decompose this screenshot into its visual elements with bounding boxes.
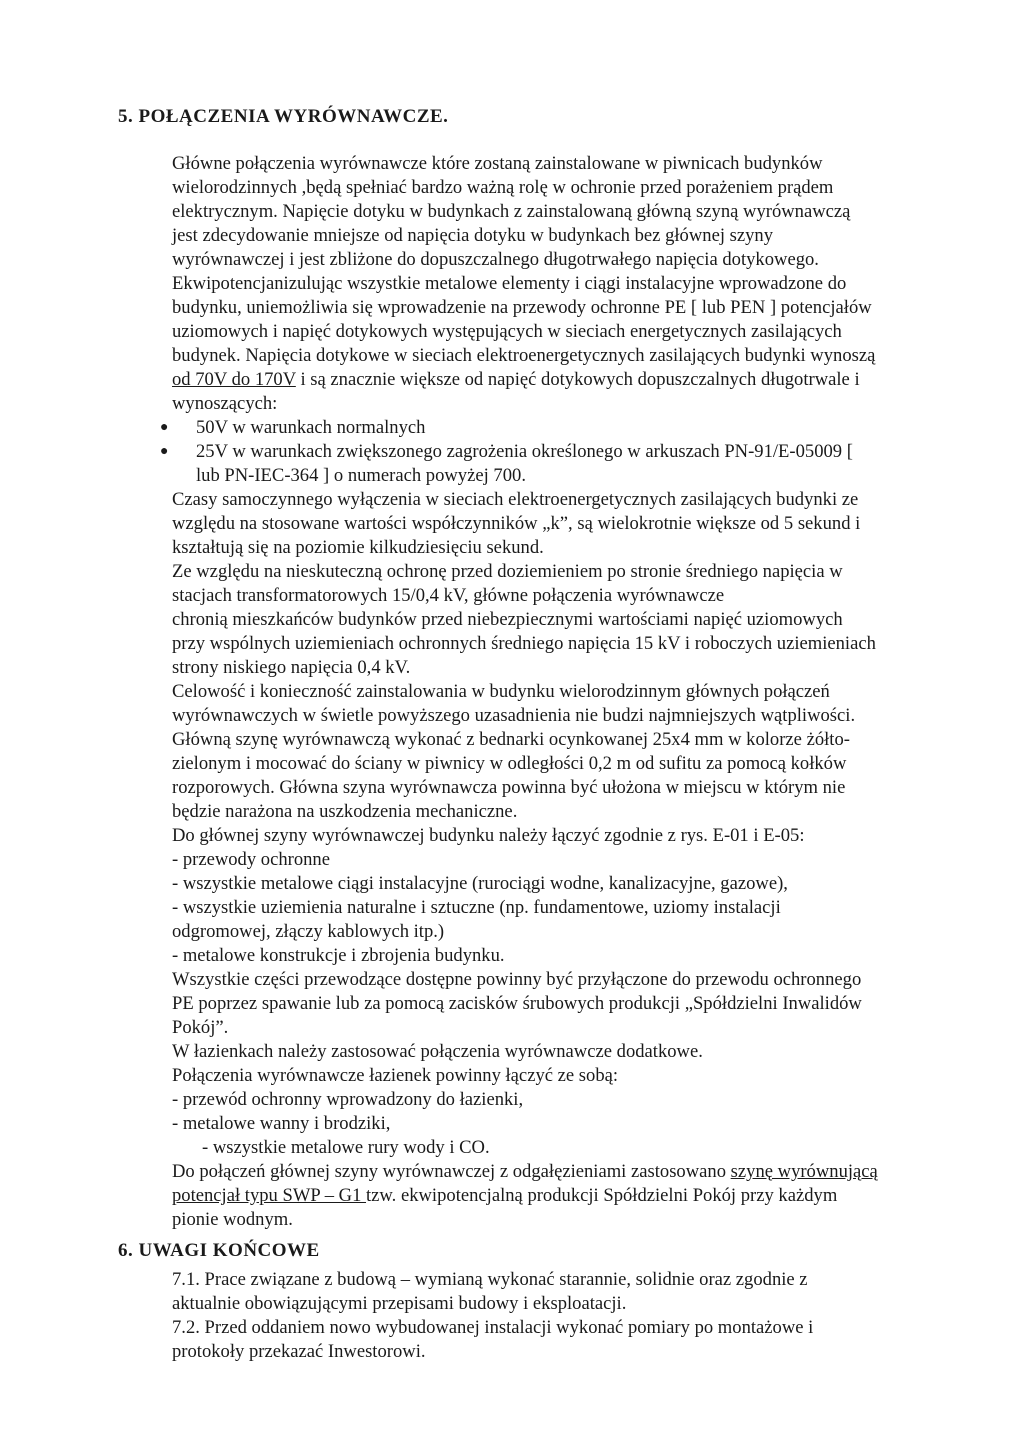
underlined-text: potencjał typu SWP – G1 bbox=[172, 1185, 367, 1206]
paragraph-line: 7.1. Prace związane z budową – wymianą wykonać starannie, solidnie oraz zgodnie z bbox=[172, 1269, 808, 1290]
section-5-body bbox=[160, 152, 962, 1232]
paragraph-line: stacjach transformatorowych 15/0,4 kV, główne połączenia wyrównawcze bbox=[172, 585, 725, 606]
bullet-text: 25V w warunkach zwiększonego zagrożenia określonego w arkuszach PN-91/E-05009 [ bbox=[196, 441, 853, 462]
list-item: - wszystkie metalowe ciągi instalacyjne (rurociągi wodne, kanalizacyjne, gazowe), bbox=[172, 873, 788, 894]
paragraph-line: wielorodzinnych ,będą spełniać bardzo ważną rolę w ochronie przed porażeniem prądem bbox=[172, 177, 834, 198]
paragraph-line bbox=[172, 1160, 962, 1184]
paragraph-line: uziomowych i napięć dotykowych występujących w sieciach energetycznych zasilających bbox=[172, 321, 842, 342]
paragraph-line: kształtują się na poziomie kilkudziesięciu sekund. bbox=[172, 537, 544, 558]
list-item: odgromowej, złączy kablowych itp.) bbox=[172, 921, 445, 942]
line-text: Do połączeń głównej szyny wyrównawczej z odgałęzieniami zastosowano bbox=[172, 1161, 731, 1182]
paragraph-line: chronią mieszkańców budynków przed niebezpiecznymi wartościami napięć uziomowych bbox=[172, 609, 843, 630]
paragraph-line: 7.2. Przed oddaniem nowo wybudowanej instalacji wykonać pomiary po montażowe i bbox=[172, 1317, 814, 1338]
bullet-dot-icon: ● bbox=[160, 420, 169, 435]
paragraph-line: Czasy samoczynnego wyłączenia w sieciach elektroenergetycznych zasilających budynki ze bbox=[172, 489, 859, 510]
paragraph-line: strony niskiego napięcia 0,4 kV. bbox=[172, 657, 411, 678]
list-item bbox=[172, 1136, 962, 1160]
paragraph-line: budynku, uniemożliwia się wprowadzenie na przewody ochronne PE [ lub PEN ] potencjałów bbox=[172, 297, 872, 318]
paragraph-line: Do głównej szyny wyrównawczej budynku należy łączyć zgodnie z rys. E-01 i E-05: bbox=[172, 825, 805, 846]
bullet-text: 50V w warunkach normalnych bbox=[196, 417, 426, 438]
paragraph-line: aktualnie obowiązującymi przepisami budowy i eksploatacji. bbox=[172, 1293, 627, 1314]
underlined-voltage-range: od 70V do 170V bbox=[172, 369, 296, 390]
section-5-heading: 5. POŁĄCZENIA WYRÓWNAWCZE. bbox=[118, 106, 449, 127]
bullet-text: lub PN-IEC-364 ] o numerach powyżej 700. bbox=[196, 465, 526, 486]
paragraph-line: Pokój”. bbox=[172, 1017, 229, 1038]
paragraph-line: W łazienkach należy zastosować połączenia wyrównawcze dodatkowe. bbox=[172, 1041, 703, 1062]
paragraph-line bbox=[172, 368, 962, 392]
paragraph-line: będzie narażona na uszkodzenia mechaniczne. bbox=[172, 801, 518, 822]
paragraph-line: Główne połączenia wyrównawcze które zostaną zainstalowane w piwnicach budynków bbox=[172, 153, 823, 174]
bullet-dot-icon: ● bbox=[160, 444, 169, 459]
paragraph-line: jest zdecydowanie mniejsze od napięcia dotyku w budynkach bez głównej szyny bbox=[172, 225, 774, 246]
paragraph-line: Wszystkie części przewodzące dostępne powinny być przyłączone do przewodu ochronnego bbox=[172, 969, 862, 990]
section-6-heading: 6. UWAGI KOŃCOWE bbox=[118, 1240, 320, 1261]
paragraph-line: Główną szynę wyrównawczą wykonać z bednarki ocynkowanej 25x4 mm w kolorze żółto- bbox=[172, 729, 850, 750]
paragraph-line: protokoły przekazać Inwestorowi. bbox=[172, 1341, 426, 1362]
list-item: - wszystkie uziemienia naturalne i sztuczne (np. fundamentowe, uziomy instalacji bbox=[172, 897, 781, 918]
paragraph-line: Celowość i konieczność zainstalowania w budynku wielorodzinnym głównych połączeń bbox=[172, 681, 830, 702]
paragraph-line: budynek. Napięcia dotykowe w sieciach elektroenergetycznych zasilających budynki wynoszą bbox=[172, 345, 876, 366]
paragraph-line bbox=[172, 1184, 962, 1208]
underlined-text: szynę wyrównującą bbox=[730, 1161, 878, 1182]
paragraph-line: Ze względu na nieskuteczną ochronę przed doziemieniem po stronie średniego napięcia w bbox=[172, 561, 843, 582]
paragraph-line: PE poprzez spawanie lub za pomocą zacisków śrubowych produkcji „Spółdzielni Inwalidów bbox=[172, 993, 862, 1014]
line-text: tzw. ekwipotencjalną produkcji Spółdzielni Pokój przy każdym bbox=[366, 1185, 838, 1206]
paragraph-line: przy wspólnych uziemieniach ochronnych średniego napięcia 15 kV i roboczych uziemieniach bbox=[172, 633, 876, 654]
line-text: i są znacznie większe od napięć dotykowych dopuszczalnych długotrwale i bbox=[295, 369, 860, 390]
paragraph-line: elektrycznym. Napięcie dotyku w budynkach z zainstalowaną główną szyną wyrównawczą bbox=[172, 201, 851, 222]
paragraph-line: względu na stosowane wartości współczynników „k”, są wielokrotnie większe od 5 sekund i bbox=[172, 513, 861, 534]
bullet-item bbox=[160, 440, 962, 464]
paragraph-line: wynoszących: bbox=[172, 393, 278, 414]
bullet-item bbox=[160, 416, 962, 440]
paragraph-line: wyrównawczych w świetle powyższego uzasadnienia nie budzi najmniejszych wątpliwości. bbox=[172, 705, 856, 726]
paragraph-line: pionie wodnym. bbox=[172, 1209, 293, 1230]
list-item: - metalowe konstrukcje i zbrojenia budynku. bbox=[172, 945, 505, 966]
section-6-body bbox=[172, 1268, 962, 1364]
paragraph-line: rozporowych. Główna szyna wyrównawcza powinna być ułożona w miejscu w którym nie bbox=[172, 777, 846, 798]
list-item: - przewód ochronny wprowadzony do łazienki, bbox=[172, 1089, 524, 1110]
paragraph-line: wyrównawczej i jest zbliżone do dopuszczalnego długotrwałego napięcia dotykowego. bbox=[172, 249, 819, 270]
paragraph-line: Ekwipotencjanizulując wszystkie metalowe elementy i ciągi instalacyjne wprowadzone do bbox=[172, 273, 847, 294]
list-item: - przewody ochronne bbox=[172, 849, 330, 870]
list-item-text: - wszystkie metalowe rury wody i CO. bbox=[202, 1137, 490, 1158]
paragraph-line: zielonym i mocować do ściany w piwnicy w odległości 0,2 m od sufitu za pomocą kołków bbox=[172, 753, 847, 774]
list-item: - metalowe wanny i brodziki, bbox=[172, 1113, 391, 1134]
paragraph-line: Połączenia wyrównawcze łazienek powinny łączyć ze sobą: bbox=[172, 1065, 619, 1086]
bullet-continuation bbox=[172, 464, 962, 488]
